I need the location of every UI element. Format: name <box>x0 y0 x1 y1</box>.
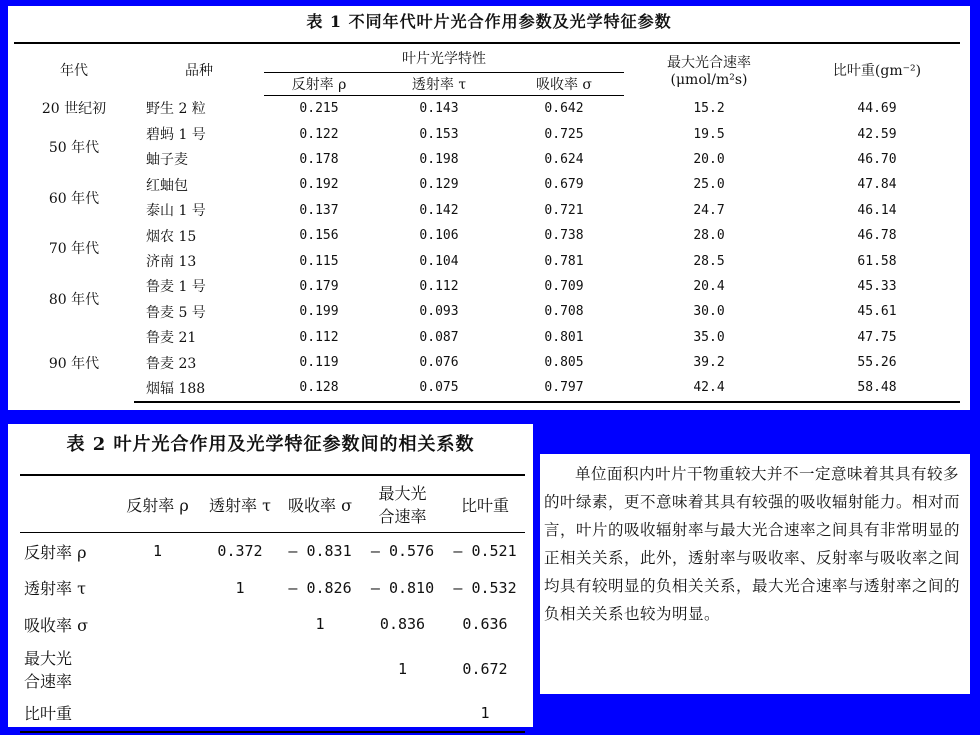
transmittance-cell: 0.093 <box>419 304 459 320</box>
table2-row <box>20 695 525 733</box>
pmax-cell: 24.7 <box>693 202 725 218</box>
header-pmax-line2: (μmol/m²s) <box>670 71 748 88</box>
table2-cell <box>280 695 360 733</box>
table2-row-label: 吸收率 σ <box>24 615 89 635</box>
reflectance-cell: 0.178 <box>299 151 339 167</box>
table1-panel <box>8 6 970 410</box>
transmittance-cell: 0.075 <box>374 375 504 401</box>
table2-cell: 1 <box>397 659 408 678</box>
table2-cell <box>200 606 280 643</box>
table2-row <box>20 606 525 643</box>
table2-row <box>20 533 525 570</box>
table2-col-pmax-l1: 最大光 <box>378 484 427 503</box>
header-reflectance: 反射率 ρ <box>264 73 374 96</box>
transmittance-cell: 0.129 <box>419 177 459 193</box>
table2-col-pmax-l2: 合速率 <box>378 507 427 526</box>
table1-row <box>14 223 960 248</box>
pmax-cell: 19.5 <box>693 126 725 142</box>
reflectance-cell: 0.115 <box>299 253 339 269</box>
text-panel <box>540 454 970 694</box>
era-cell: 20 世纪初 <box>41 101 107 118</box>
reflectance-cell: 0.119 <box>299 355 339 371</box>
reflectance-cell: 0.215 <box>299 101 339 117</box>
header-era: 年代 <box>60 62 88 79</box>
sla-cell: 46.70 <box>857 151 897 167</box>
table2-corner <box>20 475 115 533</box>
sla-cell: 47.84 <box>857 177 897 193</box>
table2-cell: – 0.810 <box>370 578 435 597</box>
table2-cell: 1 <box>445 695 525 733</box>
absorptance-cell: 0.624 <box>544 151 584 167</box>
variety-cell: 鲁麦 1 号 <box>146 279 206 296</box>
transmittance-cell: 0.143 <box>419 101 459 117</box>
absorptance-cell: 0.805 <box>544 355 584 371</box>
reflectance-cell: 0.199 <box>299 304 339 320</box>
sla-cell: 42.59 <box>857 126 897 142</box>
table1-row <box>14 299 960 324</box>
table1-row <box>14 172 960 197</box>
variety-cell: 济南 13 <box>146 254 197 271</box>
table1-row <box>14 121 960 146</box>
variety-cell: 泰山 1 号 <box>146 203 206 220</box>
table2-row <box>20 643 525 695</box>
table2-col-reflectance: 反射率 ρ <box>115 475 200 533</box>
table2-cell <box>200 695 280 733</box>
table2-cell <box>280 643 360 695</box>
header-optical-group: 叶片光学特性 <box>264 43 624 73</box>
variety-cell: 烟辐 188 <box>134 375 264 401</box>
table2-cell: – 0.576 <box>370 542 435 561</box>
transmittance-cell: 0.198 <box>419 151 459 167</box>
table2-col-pmax <box>360 475 445 533</box>
table1-row <box>14 350 960 375</box>
header-pmax <box>624 43 794 96</box>
transmittance-cell: 0.087 <box>419 329 459 345</box>
variety-cell: 鲁麦 23 <box>146 355 197 372</box>
reflectance-cell: 0.179 <box>299 278 339 294</box>
table2-cell <box>115 570 200 607</box>
table1 <box>14 42 960 403</box>
table2-cell: 1 <box>152 542 163 561</box>
absorptance-cell: 0.801 <box>544 329 584 345</box>
table1-row <box>14 325 960 350</box>
pmax-cell: 15.2 <box>693 100 725 116</box>
pmax-cell: 42.4 <box>624 375 794 401</box>
table2-cell: – 0.521 <box>453 542 517 561</box>
sla-cell: 45.61 <box>857 304 897 320</box>
table2-cell: – 0.532 <box>453 578 517 597</box>
table1-row <box>14 248 960 273</box>
absorptance-cell: 0.708 <box>544 304 584 320</box>
table2-col-sla: 比叶重 <box>445 475 525 533</box>
table1-row <box>14 147 960 172</box>
table2-cell: 1 <box>235 578 245 597</box>
sla-cell: 47.75 <box>857 329 897 345</box>
variety-cell: 烟农 15 <box>146 228 197 245</box>
transmittance-cell: 0.076 <box>419 355 459 371</box>
table1-row <box>14 274 960 299</box>
variety-cell: 野生 2 粒 <box>146 101 206 118</box>
transmittance-cell: 0.104 <box>419 253 459 269</box>
table2-row-label: 透射率 τ <box>24 579 86 599</box>
header-absorptance: 吸收率 σ <box>504 73 624 96</box>
reflectance-cell: 0.192 <box>299 177 339 193</box>
pmax-cell: 28.5 <box>693 253 725 269</box>
table2-cell: 0.672 <box>462 659 508 678</box>
table2-row <box>20 570 525 607</box>
table1-row <box>14 375 960 401</box>
pmax-cell: 20.4 <box>693 278 725 294</box>
pmax-cell: 39.2 <box>693 355 725 371</box>
table2-cell <box>200 643 280 695</box>
table2-caption: 表 2 叶片光合作用及光学特征参数间的相关系数 <box>66 434 475 455</box>
era-cell: 80 年代 <box>48 292 100 309</box>
variety-cell: 鲁麦 21 <box>146 330 197 347</box>
absorptance-cell: 0.709 <box>544 278 584 294</box>
paragraph: 单位面积内叶片干物重较大并不一定意味着其具有较多的叶绿素，更不意味着其具有较强的吸收辐射能力。相对而言，叶片的吸收辐射率与最大光合速率之间具有非常明显的正相关关系，此外，透射率与吸收率、反射率与吸收率之间均具有较明显的负相关关系，最大光合速率与透射率之间的负相关关系也较为明显。 <box>544 465 961 623</box>
sla-cell: 46.78 <box>857 228 897 244</box>
variety-cell: 蚰子麦 <box>146 152 188 169</box>
sla-cell: 61.58 <box>857 253 897 269</box>
header-transmittance: 透射率 τ <box>374 73 504 96</box>
table2-row-label: 反射率 ρ <box>24 542 87 562</box>
absorptance-cell: 0.679 <box>544 177 584 193</box>
absorptance-cell: 0.721 <box>544 202 584 218</box>
variety-cell: 红蚰包 <box>146 177 188 194</box>
table1-row <box>14 96 960 122</box>
absorptance-cell: 0.781 <box>544 253 584 269</box>
transmittance-cell: 0.142 <box>419 202 459 218</box>
header-variety: 品种 <box>185 62 213 79</box>
sla-cell: 46.14 <box>857 202 897 218</box>
header-sla: 比叶重(gm⁻²) <box>832 62 922 79</box>
reflectance-cell: 0.128 <box>264 375 374 401</box>
header-pmax-line1: 最大光合速率 <box>667 54 751 71</box>
era-cell: 50 年代 <box>48 139 100 156</box>
table1-caption: 表 1 不同年代叶片光合作用参数及光学特征参数 <box>306 12 672 31</box>
absorptance-cell: 0.797 <box>504 375 624 401</box>
table2-row-label-l1: 最大光 <box>24 648 73 668</box>
absorptance-cell: 0.642 <box>544 101 584 117</box>
table2-row-label: 比叶重 <box>20 695 115 733</box>
table2-cell <box>115 695 200 733</box>
sla-cell: 45.33 <box>857 278 897 294</box>
sla-cell: 55.26 <box>857 355 897 371</box>
transmittance-cell: 0.106 <box>419 228 459 244</box>
table2-cell <box>360 695 445 733</box>
table2-col-transmittance: 透射率 τ <box>200 475 280 533</box>
era-cell: 90 年代 <box>48 356 100 373</box>
table2-cell <box>115 606 200 643</box>
absorptance-cell: 0.725 <box>544 126 584 142</box>
table2-cell: 0.636 <box>462 615 508 634</box>
reflectance-cell: 0.137 <box>299 202 339 218</box>
table2 <box>20 474 525 733</box>
sla-cell: 44.69 <box>857 100 897 116</box>
pmax-cell: 28.0 <box>693 228 725 244</box>
variety-cell: 碧蚂 1 号 <box>146 127 206 144</box>
table2-row-label <box>20 643 115 695</box>
table2-col-absorptance: 吸收率 σ <box>280 475 360 533</box>
transmittance-cell: 0.153 <box>419 126 459 142</box>
reflectance-cell: 0.122 <box>299 126 339 142</box>
pmax-cell: 25.0 <box>693 177 725 193</box>
table2-cell: 0.372 <box>217 542 263 561</box>
pmax-cell: 30.0 <box>693 304 725 320</box>
table2-cell: – 0.831 <box>288 542 352 561</box>
table2-panel <box>8 424 533 727</box>
table2-cell: – 0.826 <box>288 578 352 597</box>
transmittance-cell: 0.112 <box>419 278 459 294</box>
table2-cell: 0.836 <box>379 615 426 634</box>
pmax-cell: 35.0 <box>693 329 725 345</box>
table2-cell: 1 <box>315 615 325 634</box>
era-cell: 60 年代 <box>48 190 100 207</box>
absorptance-cell: 0.738 <box>544 228 584 244</box>
table2-cell <box>115 643 200 695</box>
pmax-cell: 20.0 <box>693 151 725 167</box>
variety-cell: 鲁麦 5 号 <box>146 304 206 321</box>
reflectance-cell: 0.156 <box>299 228 339 244</box>
era-cell: 70 年代 <box>48 241 100 258</box>
reflectance-cell: 0.112 <box>299 329 339 345</box>
table2-row-label-l2: 合速率 <box>24 671 73 691</box>
sla-cell: 58.48 <box>794 375 960 401</box>
table1-row <box>14 198 960 223</box>
